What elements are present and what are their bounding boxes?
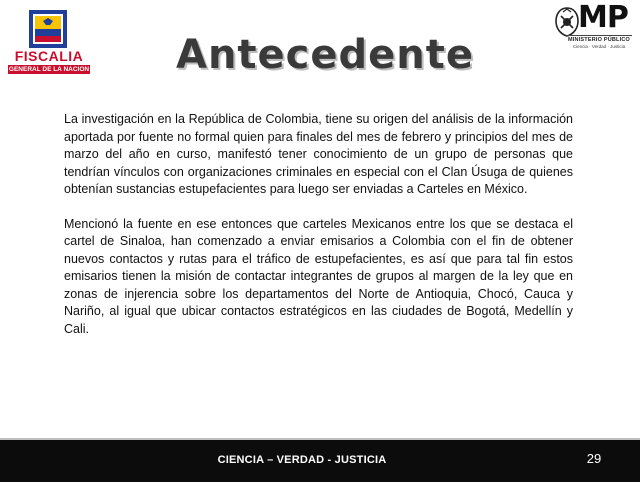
page-number: 29 [586,451,602,466]
ministerio-publico-logo [554,0,638,52]
paragraph-1: La investigación en la República de Colombia, tiene su origen del análisis de la información aportada por fuente no formal quien para finales del mes de febrero y principios del mes de marzo del año en curso, manifestó tener conocimiento de un grupo de personas que tendrían vínculos con organizaciones criminales en especial con el Clan Úsuga de quienes obtenían sustancias estupefacientes para luego ser enviadas a Carteles en México. [64,112,573,196]
body-content [64,111,573,338]
mp-logo-motto: Ciencia · Verdad · Justicia [572,44,626,49]
fiscalia-logo [4,8,94,72]
page-title: Antecedente [175,32,474,78]
guatemala-emblem-icon [554,6,580,38]
mp-logo-subtitle: MINISTERIO PÚBLICO [566,35,632,44]
paragraph-2: Mencionó la fuente en ese entonces que carteles Mexicanos entre los que se destaca el cartel de Sinaloa, han comenzado a enviar emisarios a Colombia con el fin de obtener nuevos contactos y rutas para el tráfico de estupefacientes, es así que para tal fin estos emisarios tienen la misión de contactar integrantes de grupos al margen de la ley que en zonas de injerencia sobre los departamentos del Norte de Antioquia, Chocó, Cauca y Nariño, al igual que ubicar contactos estratégicos en las ciudades de Bogotá, Medellín y Cali. [64,216,573,336]
footer-motto: CIENCIA – VERDAD - JUSTICIA [217,454,387,466]
fiscalia-subtitle: GENERAL DE LA NACION [8,66,90,73]
colombia-crest-icon [29,10,67,48]
footer-bar [0,438,640,482]
mp-logo-text: MP [578,0,628,35]
fiscalia-name: FISCALIA [14,48,84,64]
